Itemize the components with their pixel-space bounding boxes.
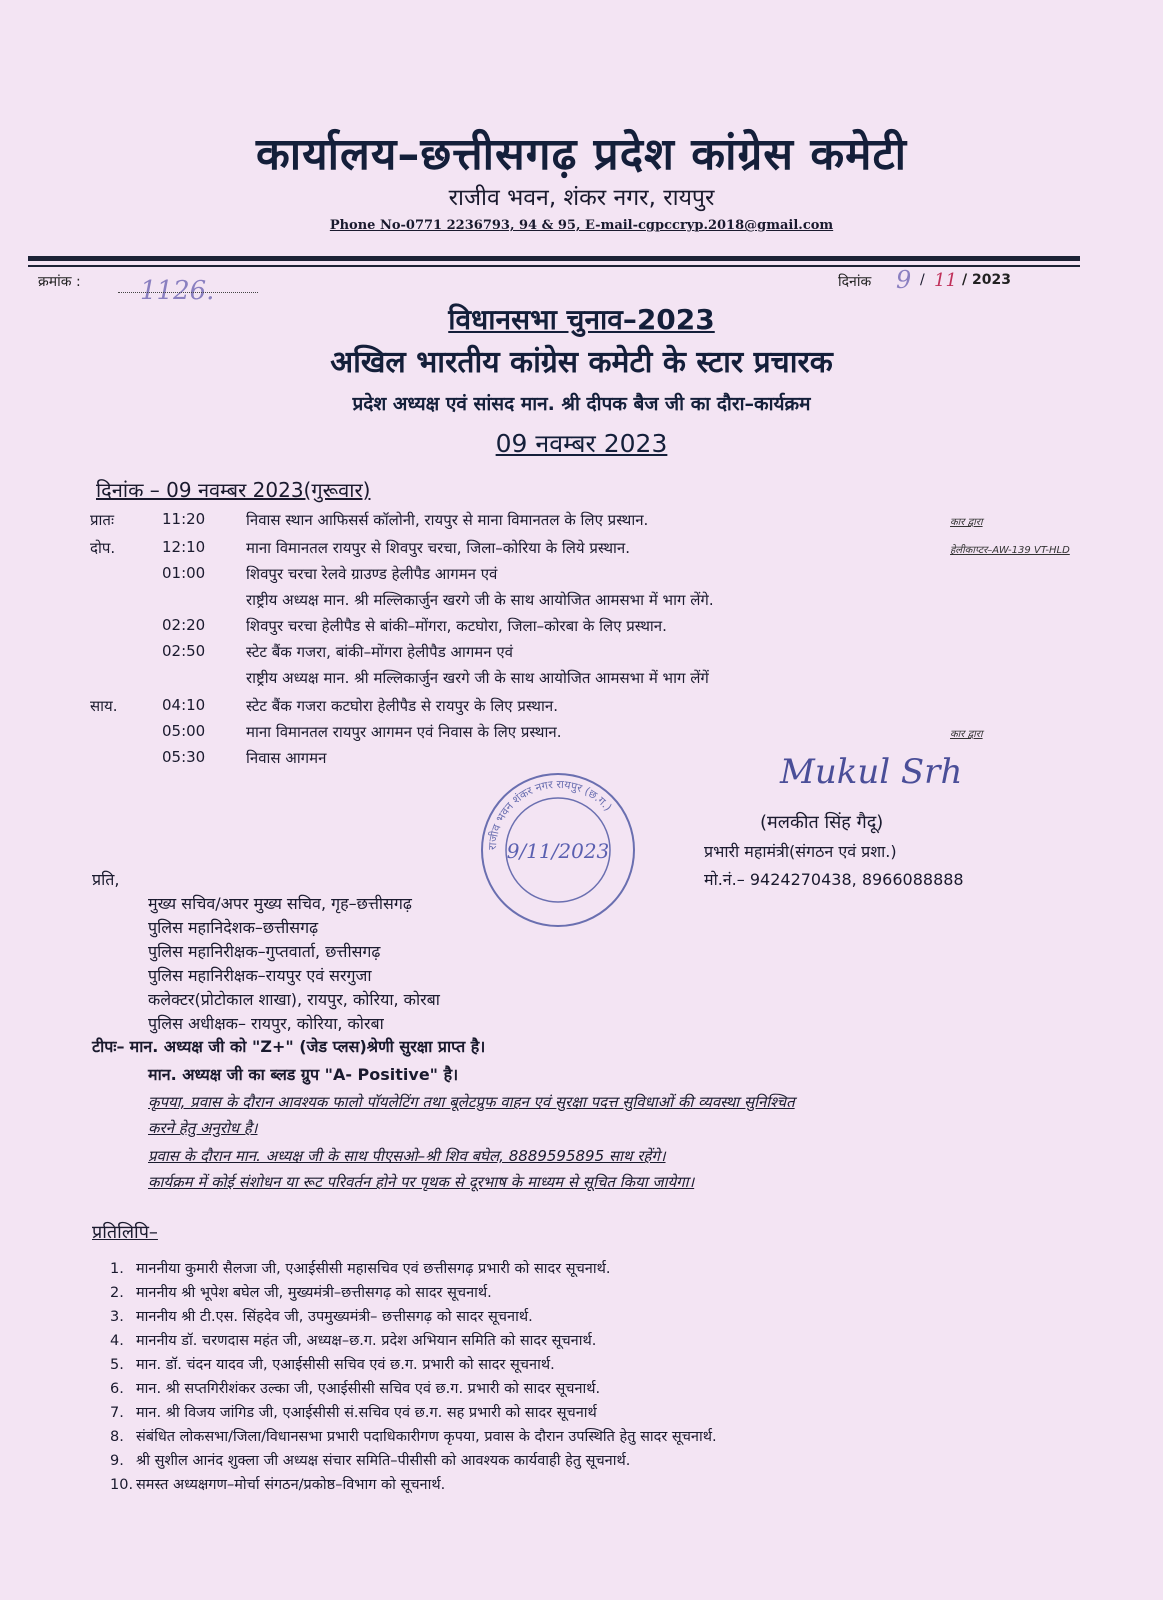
schedule-time: 05:00: [162, 722, 206, 740]
note-pso: प्रवास के दौरान मान. अध्यक्ष जी के साथ पीएसओ–श्री शिव बघेल, 8889595895 साथ रहेंगे।: [148, 1147, 666, 1165]
heading-tour-date: 09 नवम्बर 2023: [495, 429, 668, 458]
schedule-text: शिवपुर चरचा रेलवे ग्राउण्ड हेलीपैड आगमन एवं: [246, 565, 498, 583]
schedule-row: [90, 696, 1090, 722]
letterhead-rule-thin: [28, 265, 1080, 267]
schedule-text: शिवपुर चरचा हेलीपैड से बांकी–मोंगरा, कटघोरा, जिला–कोरबा के लिए प्रस्थान.: [246, 617, 667, 635]
copy-item: [110, 1450, 630, 1470]
copy-item: [110, 1426, 717, 1446]
copy-item: [110, 1330, 596, 1350]
copies-label: प्रतिलिपि–: [92, 1222, 158, 1243]
schedule-time: 05:30: [162, 748, 206, 766]
note-blood-group: मान. अध्यक्ष जी का ब्लड ग्रुप "A- Positive" है।: [148, 1065, 459, 1084]
schedule-period: प्रातः: [90, 511, 115, 529]
copy-item-number: 6.: [110, 1381, 124, 1397]
signatory-designation: प्रभारी महामंत्री(संगठन एवं प्रशा.): [704, 842, 897, 861]
note-request-2: करने हेतु अनुरोध है।: [148, 1119, 258, 1137]
date-slash: /: [920, 272, 925, 288]
note-label: टीपः–: [92, 1037, 125, 1056]
ref-label: क्रमांक :: [38, 274, 81, 290]
copy-item: [110, 1378, 600, 1398]
schedule-row: [90, 642, 1090, 668]
date-month: 11: [934, 270, 957, 291]
recipients-label: प्रति,: [92, 870, 120, 889]
copy-item-text: माननीय डॉ. चरणदास महंत जी, अध्यक्ष–छ.ग. प्रदेश अभियान समिति को सादर सूचनार्थ.: [136, 1333, 597, 1349]
copy-item-text: मान. श्री सप्तगिरीशंकर उल्का जी, एआईसीसी सचिव एवं छ.ग. प्रभारी को सादर सूचनार्थ.: [136, 1381, 601, 1397]
schedule-text: निवास आगमन: [246, 749, 327, 767]
schedule-row: [90, 616, 1090, 642]
date-label: दिनांक: [838, 274, 872, 290]
copy-item-number: 3.: [110, 1309, 124, 1325]
schedule-row: [90, 722, 1090, 748]
schedule-row: [90, 668, 1090, 694]
recipient-item: पुलिस अधीक्षक– रायपुर, कोरिया, कोरबा: [148, 1014, 384, 1033]
letterhead-organization: कार्यालय–छत्तीसगढ़ प्रदेश कांग्रेस कमेटी: [255, 129, 908, 180]
note-security: टीपः– मान. अध्यक्ष जी को "Z+" (जेड प्लस)श्रेणी सुरक्षा प्राप्त है।: [92, 1037, 486, 1056]
copy-item-text: संबंधित लोकसभा/जिला/विधानसभा प्रभारी पदाधिकारीगण कृपया, प्रवास के दौरान उपस्थिति हेतु सादर सूचनार्थ.: [136, 1429, 717, 1445]
ref-number: 1126.: [140, 276, 215, 306]
schedule-text: राष्ट्रीय अध्यक्ष मान. श्री मल्लिकार्जुन खरगे जी के साथ आयोजित आमसभा में भाग लेंगें: [246, 669, 709, 687]
recipient-item: कलेक्टर(प्रोटोकाल शाखा), रायपुर, कोरिया, कोरबा: [148, 990, 440, 1009]
schedule-time: 12:10: [162, 538, 206, 556]
schedule-day-heading: दिनांक – 09 नवम्बर 2023(गुरूवार): [96, 478, 371, 502]
copy-item: [110, 1258, 611, 1278]
schedule-time: 02:20: [162, 616, 206, 634]
schedule-period: दोप.: [90, 539, 116, 557]
copy-item-number: 4.: [110, 1333, 124, 1349]
copy-item-text: मान. श्री विजय जांगिड जी, एआईसीसी सं.सचिव एवं छ.ग. सह प्रभारी को सादर सूचनार्थ: [136, 1405, 597, 1421]
ref-dotted-line: [118, 292, 258, 293]
date-day: 9: [896, 266, 912, 294]
schedule-time: 04:10: [162, 696, 206, 714]
schedule-text: राष्ट्रीय अध्यक्ष मान. श्री मल्लिकार्जुन खरगे जी के साथ आयोजित आमसभा में भाग लेंगे.: [246, 591, 714, 609]
letterhead-contact: Phone No-0771 2236793, 94 & 95, E-mail-cgpccryp.2018@gmail.com: [329, 218, 834, 233]
schedule-mode-note: हेलीकाप्टर–AW-139 VT-HLD: [950, 545, 1070, 556]
heading-campaigner: अखिल भारतीय कांग्रेस कमेटी के स्टार प्रचारक: [330, 345, 833, 380]
signatory-phone: मो.नं.– 9424270438, 8966088888: [704, 870, 964, 889]
letterhead-rule-thick: [28, 256, 1080, 261]
copy-item: [110, 1282, 492, 1302]
heading-election: विधानसभा चुनाव–2023: [448, 303, 715, 336]
copy-item: [110, 1474, 445, 1494]
schedule-text: स्टेट बैंक गजरा कटघोरा हेलीपैड से रायपुर के लिए प्रस्थान.: [246, 697, 558, 715]
copy-item: [110, 1402, 597, 1422]
copy-item-number: 10.: [110, 1477, 134, 1493]
copy-item-number: 7.: [110, 1405, 124, 1421]
schedule-text: स्टेट बैंक गजरा, बांकी–मोंगरा हेलीपैड आगमन एवं: [246, 643, 513, 661]
copy-item-text: श्री सुशील आनंद शुक्ला जी अध्यक्ष संचार समिति–पीसीसी को आवश्यक कार्यवाही हेतु सूचनार्थ.: [136, 1453, 631, 1469]
heading-tour-title: प्रदेश अध्यक्ष एवं सांसद मान. श्री दीपक बैज जी का दौरा–कार्यक्रम: [352, 393, 811, 415]
copy-item-text: माननीय श्री टी.एस. सिंहदेव जी, उपमुख्यमंत्री– छत्तीसगढ़ को सादर सूचनार्थ.: [136, 1309, 533, 1325]
schedule-text: माना विमानतल रायपुर से शिवपुर चरचा, जिला–कोरिया के लिये प्रस्थान.: [246, 539, 631, 557]
copy-item: [110, 1306, 533, 1326]
schedule-row: [90, 510, 1090, 536]
schedule-mode-note: कार द्वारा: [950, 517, 983, 528]
office-stamp: [476, 768, 640, 932]
schedule-text: माना विमानतल रायपुर आगमन एवं निवास के लिए प्रस्थान.: [246, 723, 562, 741]
schedule-text: निवास स्थान आफिसर्स कॉलोनी, रायपुर से माना विमानतल के लिए प्रस्थान.: [246, 511, 649, 529]
copy-item-number: 9.: [110, 1453, 124, 1469]
copy-item-number: 2.: [110, 1285, 124, 1301]
copy-item-text: समस्त अध्यक्षगण–मोर्चा संगठन/प्रकोष्ठ–विभाग को सूचनार्थ.: [136, 1477, 446, 1493]
schedule-row: [90, 590, 1090, 616]
copy-item-text: माननीया कुमारी सैलजा जी, एआईसीसी महासचिव एवं छत्तीसगढ़ प्रभारी को सादर सूचनार्थ.: [136, 1261, 611, 1277]
note-request-1: कृपया, प्रवास के दौरान आवश्यक फालो पॉयलेटिंग तथा बूलेटप्रुफ वाहन एवं सुरक्षा पदत्त सुविधाओं की व्यवस्था सुनिश्चित: [148, 1093, 795, 1111]
signatory-name: (मलकीत सिंह गैदू): [760, 812, 884, 833]
copy-item-text: माननीय श्री भूपेश बघेल जी, मुख्यमंत्री–छत्तीसगढ़ को सादर सूचनार्थ.: [136, 1285, 492, 1301]
copy-item-number: 8.: [110, 1429, 124, 1445]
copy-item: [110, 1354, 555, 1374]
copy-item-number: 5.: [110, 1357, 124, 1373]
recipient-item: पुलिस महानिरीक्षक–गुप्तवार्ता, छत्तीसगढ़: [148, 942, 381, 961]
note-change: कार्यक्रम में कोई संशोधन या रूट परिवर्तन होने पर पृथक से दूरभाष के माध्यम से सूचित किया जायेगा।: [148, 1173, 695, 1191]
schedule-time: 01:00: [162, 564, 206, 582]
schedule-mode-note: कार द्वारा: [950, 729, 983, 740]
stamp-date: 9/11/2023: [506, 839, 610, 863]
recipient-item: पुलिस महानिदेशक–छत्तीसगढ़: [148, 918, 319, 937]
date-year: / 2023: [962, 272, 1011, 288]
schedule-time: 11:20: [162, 510, 206, 528]
schedule-time: 02:50: [162, 642, 206, 660]
schedule-row: [90, 538, 1090, 564]
signature: Mukul Srh: [780, 752, 963, 792]
letterhead-address: राजीव भवन, शंकर नगर, रायपुर: [448, 185, 715, 211]
schedule-row: [90, 564, 1090, 590]
stamp-ring-text: राजीव भवन शंकर नगर रायपुर (छ.ग.): [485, 777, 615, 851]
copy-item-text: मान. डॉ. चंदन यादव जी, एआईसीसी सचिव एवं छ.ग. प्रभारी को सादर सूचनार्थ.: [136, 1357, 555, 1373]
recipient-item: पुलिस महानिरीक्षक–रायपुर एवं सरगुजा: [148, 966, 372, 985]
copy-item-number: 1.: [110, 1261, 124, 1277]
recipient-item: मुख्य सचिव/अपर मुख्य सचिव, गृह–छत्तीसगढ़: [148, 894, 412, 913]
schedule-period: साय.: [90, 697, 118, 715]
